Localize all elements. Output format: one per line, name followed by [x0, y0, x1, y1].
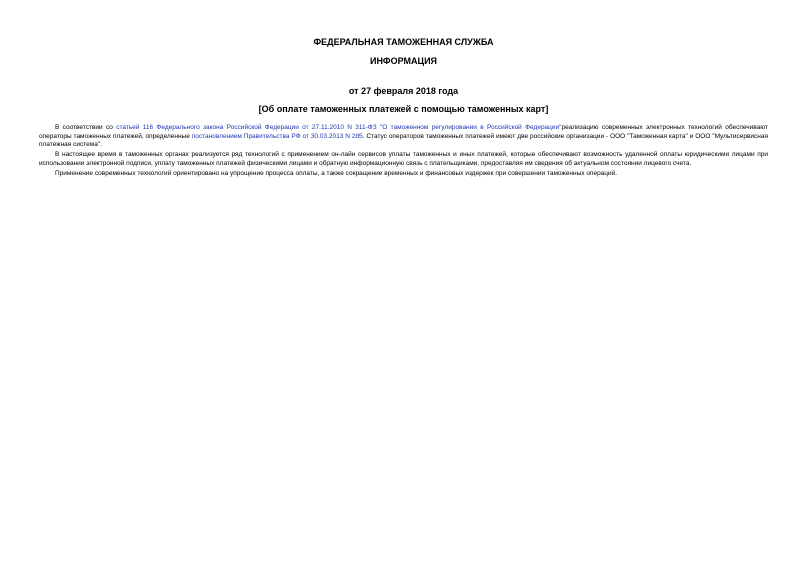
paragraph-2: В настоящее время в таможенных органах реализуется ряд технологий с применением он-лайн сервисов уплаты таможенных и иных платежей, которые обеспечивают возможность удаленной оплаты юридическими лицами при использовании электронной подписи, уплату таможенных платежей физическими лицами и обратную информационную связь с плательщиками, предоставляя им сведения об актуальном состоянии лицевого счета. [39, 151, 768, 167]
government-decree-link[interactable]: постановлением Правительства РФ от 30.03.2013 N 285 [191, 132, 363, 140]
document-type-heading: ИНФОРМАЦИЯ [369, 56, 438, 66]
document-title: [Об оплате таможенных платежей с помощью таможенных карт] [258, 104, 549, 114]
agency-heading: ФЕДЕРАЛЬНАЯ ТАМОЖЕННАЯ СЛУЖБА [313, 37, 494, 47]
document-body [39, 124, 768, 178]
document-date: от 27 февраля 2018 года [348, 86, 459, 96]
law-116-link[interactable]: статьей 116 Федерального закона Российской Федерации от 27.11.2010 N 311-ФЗ "О таможенном регулировании в Российской Федерации" [116, 124, 562, 131]
paragraph-1 [39, 124, 768, 150]
paragraph-1-text-a: В соответствии со [55, 124, 117, 131]
paragraph-1-text-b: реализацию современных электронных технологий обеспечивают операторы таможенных платежей, определенные [39, 124, 768, 140]
paragraph-1-text-c: . Статус операторов таможенных платежей имеют две российские организации - ООО "Таможенная карта" и ООО "Мультисервисная платежная система". [39, 132, 768, 149]
paragraph-3: Применение современных технологий ориентировано на упрощение процесса оплаты, а также сокращение временных и финансовых издержек при совершении таможенных операций. [55, 169, 618, 177]
